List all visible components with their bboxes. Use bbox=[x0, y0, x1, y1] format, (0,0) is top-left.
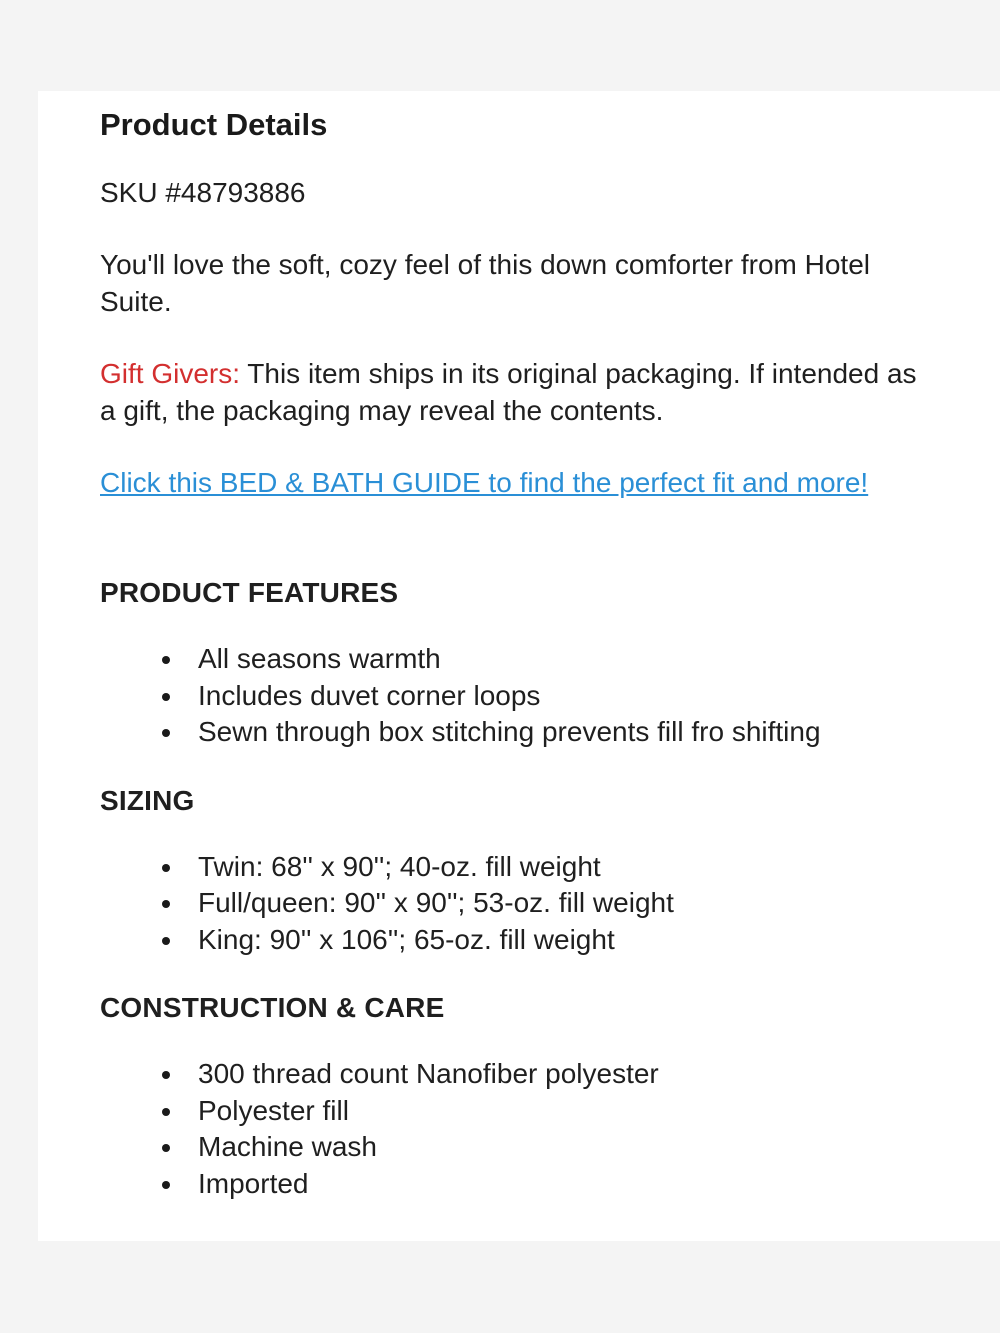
bed-bath-guide-link[interactable]: Click this BED & BATH GUIDE to find the perfect fit and more! bbox=[100, 467, 869, 498]
bullet-icon bbox=[162, 864, 170, 872]
bullet-icon bbox=[162, 1071, 170, 1079]
product-details-panel bbox=[38, 91, 1000, 1241]
bullet-icon bbox=[162, 729, 170, 737]
list-item-text: All seasons warmth bbox=[198, 643, 441, 674]
list-item-text: Sewn through box stitching prevents fill fro shifting bbox=[198, 716, 821, 747]
construction-care-heading: CONSTRUCTION & CARE bbox=[100, 992, 445, 1023]
list-item-text: Twin: 68'' x 90''; 40-oz. fill weight bbox=[198, 850, 601, 882]
list-item bbox=[160, 922, 1000, 959]
features-list bbox=[100, 641, 1000, 751]
list-item bbox=[160, 641, 1000, 678]
list-item-text: Imported bbox=[198, 1167, 309, 1199]
sizing-heading: SIZING bbox=[100, 784, 195, 816]
sizing-list bbox=[100, 849, 1000, 959]
bullet-icon bbox=[162, 1144, 170, 1152]
bullet-icon bbox=[162, 1181, 170, 1189]
list-item-text: Machine wash bbox=[198, 1131, 377, 1162]
bullet-icon bbox=[162, 656, 170, 664]
gift-givers-label: Gift Givers: bbox=[100, 358, 241, 389]
list-item bbox=[160, 1129, 1000, 1166]
bullet-icon bbox=[162, 937, 170, 945]
page-title: Product Details bbox=[100, 107, 328, 142]
sku-number: SKU #48793886 bbox=[100, 177, 306, 208]
list-item bbox=[160, 885, 1000, 922]
list-item bbox=[160, 714, 1000, 751]
list-item-text: 300 thread count Nanofiber polyester bbox=[198, 1058, 659, 1089]
list-item bbox=[160, 849, 1000, 886]
list-item-text: Full/queen: 90'' x 90''; 53-oz. fill weight bbox=[198, 887, 674, 918]
list-item-text: King: 90'' x 106''; 65-oz. fill weight bbox=[198, 923, 615, 955]
product-description: You'll love the soft, cozy feel of this down comforter from Hotel Suite. bbox=[100, 249, 870, 317]
bullet-icon bbox=[162, 1108, 170, 1116]
list-item-text: Polyester fill bbox=[198, 1094, 349, 1126]
bullet-icon bbox=[162, 693, 170, 701]
list-item bbox=[160, 678, 1000, 715]
gift-notice-text: This item ships in its original packaging. If intended as a gift, the packaging may reveal the contents. bbox=[100, 358, 917, 426]
list-item bbox=[160, 1093, 1000, 1130]
bullet-icon bbox=[162, 900, 170, 908]
care-list bbox=[100, 1056, 1000, 1202]
list-item bbox=[160, 1166, 1000, 1203]
list-item bbox=[160, 1056, 1000, 1093]
list-item-text: Includes duvet corner loops bbox=[198, 679, 541, 711]
features-heading: PRODUCT FEATURES bbox=[100, 577, 399, 608]
gift-notice bbox=[100, 356, 930, 429]
